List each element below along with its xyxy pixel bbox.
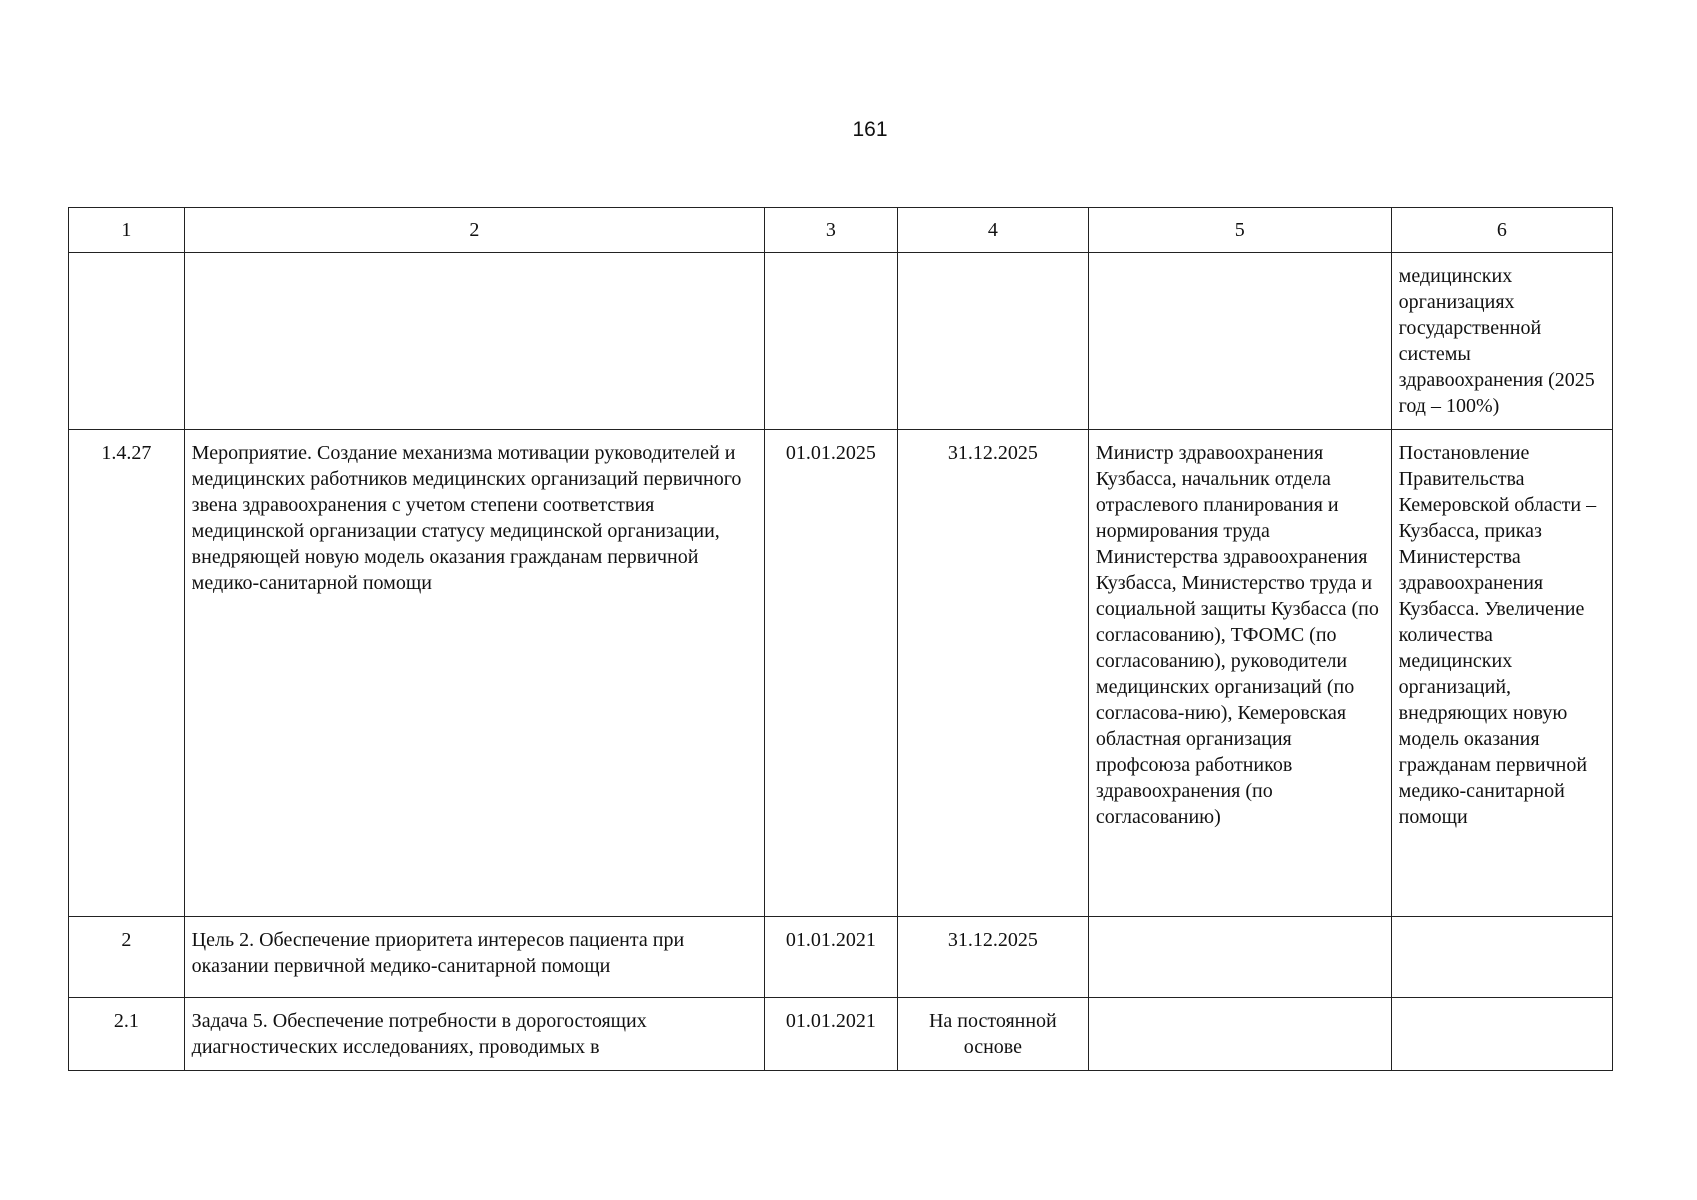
measures-table <box>68 207 1613 1071</box>
column-header-5: 5 <box>1088 208 1391 253</box>
page-number: 161 <box>852 118 888 141</box>
row-number: 1.4.27 <box>69 430 185 917</box>
column-header-2: 2 <box>184 208 764 253</box>
responsible: Министр здравоохранения Кузбасса, начальник отдела отраслевого планирования и нормирования труда Министерства здравоохранения Кузбасса, Министерство труда и социальной защиты Кузбасса (по согласованию), ТФОМС (по согласованию), руководители медицинских организаций (по согласова-нию), Кемеровская областная организация профсоюза работников здравоохранения (по согласованию) <box>1088 430 1391 917</box>
end-date: На постоянной основе <box>897 998 1088 1071</box>
column-header-4: 4 <box>897 208 1088 253</box>
start-date: 01.01.2021 <box>765 998 898 1071</box>
table-row-1-4-27 <box>69 430 1613 917</box>
row-number: 2 <box>69 917 185 998</box>
table-row-task-2-1 <box>69 998 1613 1071</box>
expected-result <box>1391 998 1612 1071</box>
start-date <box>765 253 898 430</box>
row-number <box>69 253 185 430</box>
responsible <box>1088 253 1391 430</box>
expected-result: медицинских организациях государственной системы здравоохранения (2025 год – 100%) <box>1391 253 1612 430</box>
table-row-continuation <box>69 253 1613 430</box>
column-header-1: 1 <box>69 208 185 253</box>
table-row-goal-2 <box>69 917 1613 998</box>
expected-result <box>1391 917 1612 998</box>
column-header-6: 6 <box>1391 208 1612 253</box>
table-header-row <box>69 208 1613 253</box>
measure-name: Цель 2. Обеспечение приоритета интересов пациента при оказании первичной медико-санитарной помощи <box>184 917 764 998</box>
measure-name: Задача 5. Обеспечение потребности в дорогостоящих диагностических исследованиях, проводимых в <box>184 998 764 1071</box>
row-number: 2.1 <box>69 998 185 1071</box>
start-date: 01.01.2025 <box>765 430 898 917</box>
end-date: 31.12.2025 <box>897 917 1088 998</box>
column-header-3: 3 <box>765 208 898 253</box>
end-date: 31.12.2025 <box>897 430 1088 917</box>
measure-name <box>184 253 764 430</box>
responsible <box>1088 998 1391 1071</box>
measure-name: Мероприятие. Создание механизма мотивации руководителей и медицинских работников медицинских организаций первичного звена здравоохранения с учетом степени соответствия медицинской организации статусу медицинской организации, внедряющей новую модель оказания гражданам первичной медико-санитарной помощи <box>184 430 764 917</box>
expected-result: Постановление Правительства Кемеровской области – Кузбасса, приказ Министерства здравоохранения Кузбасса. Увеличение количества медицинских организаций, внедряющих новую модель оказания гражданам первичной медико-санитарной помощи <box>1391 430 1612 917</box>
end-date <box>897 253 1088 430</box>
start-date: 01.01.2021 <box>765 917 898 998</box>
responsible <box>1088 917 1391 998</box>
